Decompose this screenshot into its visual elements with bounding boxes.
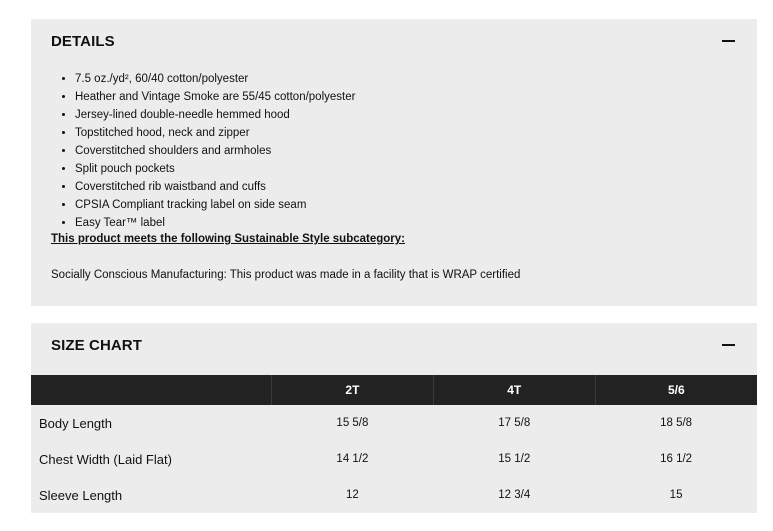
table-cell: 17 5/8 xyxy=(498,417,531,429)
size-chart-title: SIZE CHART xyxy=(51,336,142,354)
size-chart-panel xyxy=(31,323,757,513)
table-cell: 15 xyxy=(669,489,683,501)
details-title: DETAILS xyxy=(51,32,115,50)
list-item: • Coverstitched shoulders and armholes xyxy=(75,142,355,160)
table-row xyxy=(31,477,757,513)
table-cell: 12 3/4 xyxy=(498,489,531,501)
minus-icon xyxy=(722,40,735,42)
table-cell: 15 1/2 xyxy=(498,453,531,465)
list-item: • Easy Tear™ label xyxy=(75,214,355,232)
sustainable-style-heading: This product meets the following Sustainable Style subcategory: xyxy=(51,233,406,245)
minus-icon xyxy=(722,344,735,346)
list-item: • Heather and Vintage Smoke are 55/45 cotton/polyester xyxy=(75,88,355,106)
table-header-row xyxy=(31,375,757,405)
row-label: Chest Width (Laid Flat) xyxy=(39,451,172,467)
table-row xyxy=(31,405,757,441)
table-cell: 16 1/2 xyxy=(660,453,693,465)
table-cell: 14 1/2 xyxy=(336,453,369,465)
table-cell: 12 xyxy=(346,489,359,501)
list-item: • Jersey-lined double-needle hemmed hood xyxy=(75,106,355,124)
size-chart-header[interactable] xyxy=(51,323,757,367)
list-item: • Topstitched hood, neck and zipper xyxy=(75,124,355,142)
column-header: 4T xyxy=(433,375,595,405)
table-cell: 18 5/8 xyxy=(660,417,693,429)
list-item: • CPSIA Compliant tracking label on side seam xyxy=(75,196,355,214)
size-chart-table xyxy=(31,375,757,513)
list-item: • Coverstitched rib waistband and cuffs xyxy=(75,178,355,196)
table-cell: 15 5/8 xyxy=(336,417,369,429)
details-list xyxy=(51,70,355,232)
list-item: • Split pouch pockets xyxy=(75,160,355,178)
column-header: 2T xyxy=(272,375,434,405)
details-panel xyxy=(31,19,757,306)
row-label: Body Length xyxy=(39,415,113,431)
list-item: • 7.5 oz./yd², 60/40 cotton/polyester xyxy=(75,70,355,88)
row-label: Sleeve Length xyxy=(39,487,123,503)
details-collapse-button[interactable] xyxy=(713,26,743,56)
details-header[interactable] xyxy=(51,19,757,63)
column-header xyxy=(31,375,272,405)
sustainable-style-text: Socially Conscious Manufacturing: This product was made in a facility that is WRAP certified xyxy=(51,269,521,281)
size-chart-collapse-button[interactable] xyxy=(713,330,743,360)
table-row xyxy=(31,441,757,477)
column-header: 5/6 xyxy=(595,375,757,405)
